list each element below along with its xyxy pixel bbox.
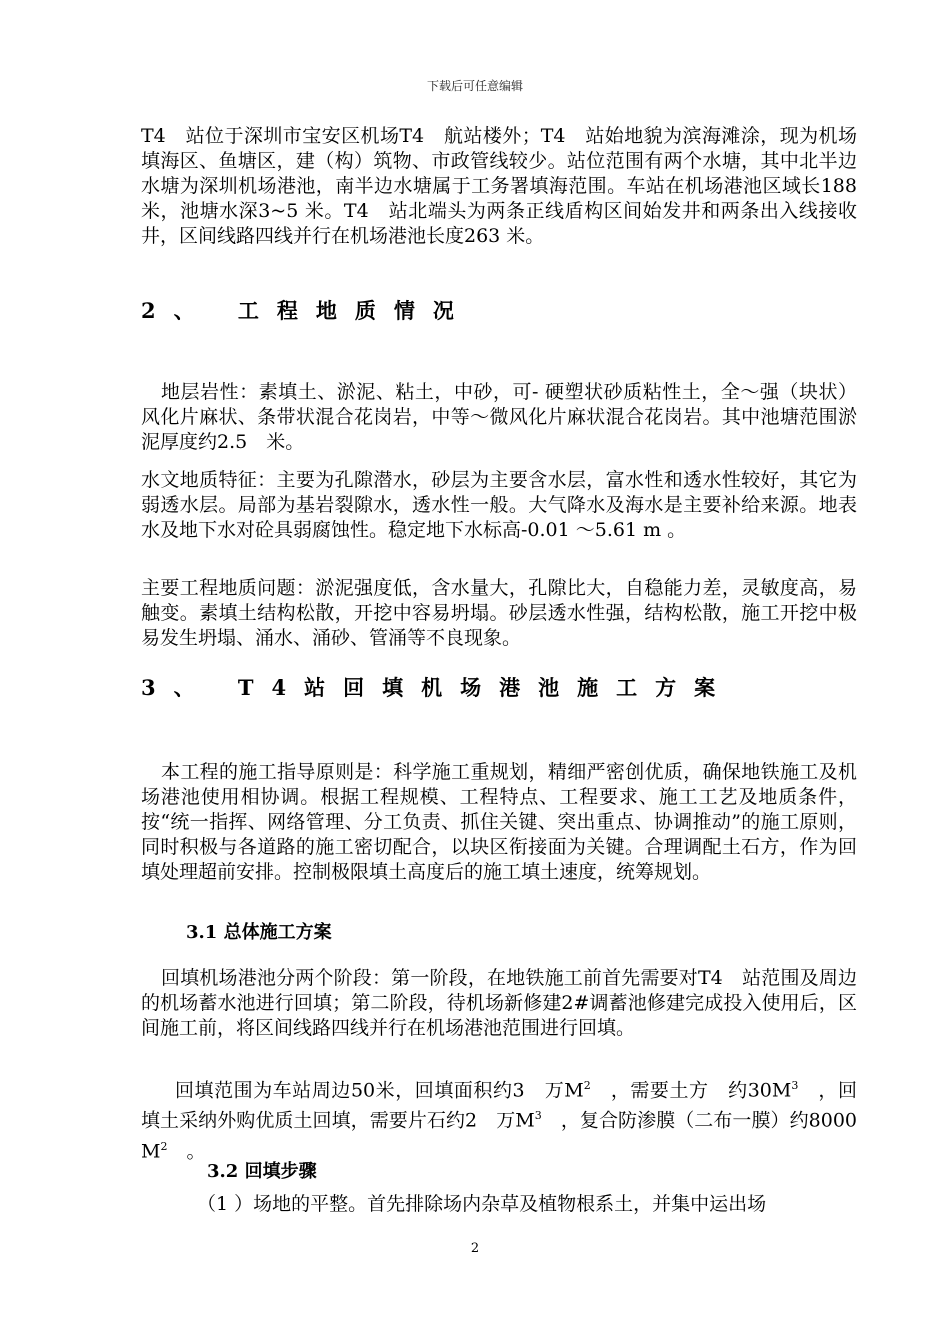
section-heading-backfill-plan: 3、 T4站回填机场港池施工方案 [141, 675, 734, 700]
subsection-heading-backfill-steps: 3.2 回填步骤 [207, 1161, 317, 1182]
paragraph-step-1: （1 ）场地的平整。首先排除场内杂草及植物根系土，并集中运出场 [197, 1193, 767, 1215]
section-heading-geology: 2、 工程地质情况 [141, 298, 472, 323]
page-number: 2 [470, 1241, 480, 1256]
subsection-heading-overall-plan: 3.1 总体施工方案 [186, 922, 332, 943]
paragraph-site-location: T4 站位于深圳市宝安区机场T4 航站楼外；T4 站始地貌为滨海滩涂，现为机场填海区、鱼塘区，建（构）筑物、市政管线较少。站位范围有两个水塘，其中北半边水塘为深圳机场港池，南半边水塘属于工务署填海范围。车站在机场港池区域长188 米，池塘水深3~5 米。T4 站北端头为两条正线盾构区间始发井和两条出入线接收井，区间线路四线并行在机场港池长度263 米。 [141, 125, 857, 247]
paragraph-strata: 地层岩性：素填土、淤泥、粘土，中砂，可- 硬塑状砂质粘性土，全～强（块状）风化片麻状、条带状混合花岗岩，中等～微风化片麻状混合花岗岩。其中池塘范围淤泥厚度约2.5 米。 [141, 381, 857, 453]
paragraph-guiding-principle: 本工程的施工指导原则是：科学施工重规划，精细严密创优质，确保地铁施工及机场港池使用相协调。根据工程规模、工程特点、工程要求、施工工艺及地质条件，按“统一指挥、网络管理、分工负责、抓住关键、突出重点、协调推动”的施工原则，同时积极与各道路的施工密切配合，以块区衔接面为关键。合理调配土石方，作为回填处理超前安排。控制极限填土高度后的施工填土速度，统筹规划。 [141, 761, 857, 883]
paragraph-backfill-quantities: 回填范围为车站周边50米，回填面积约3 万$M^2$ ，需要土方 约$30M^3$ ，回填土采纳外购优质土回填，需要片石约2 万$M^3$ ，复合防渗膜（二布一膜）约8000 $M^2$ 。 [141, 1079, 858, 1162]
paragraph-hydrogeology: 水文地质特征：主要为孔隙潜水，砂层为主要含水层，富水性和透水性较好，其它为弱透水层。局部为基岩裂隙水，透水性一般。大气降水及海水是主要补给来源。地表水及地下水对砼具弱腐蚀性。稳定地下水标高-0.01 ～5.61 m 。 [141, 469, 857, 541]
page-header: 下载后可任意编辑 [426, 79, 523, 93]
paragraph-backfill-stages: 回填机场港池分两个阶段：第一阶段，在地铁施工前首先需要对T4 站范围及周边的机场蓄水池进行回填；第二阶段，待机场新修建2#调蓄池修建完成投入使用后，区间施工前，将区间线路四线并行在机场港池范围进行回填。 [141, 967, 857, 1039]
paragraph-geology-problems: 主要工程地质问题：淤泥强度低，含水量大，孔隙比大，自稳能力差，灵敏度高，易触变。素填土结构松散，开挖中容易坍塌。砂层透水性强，结构松散，施工开挖中极易发生坍塌、涌水、涌砂、管涌等不良现象。 [141, 577, 857, 649]
